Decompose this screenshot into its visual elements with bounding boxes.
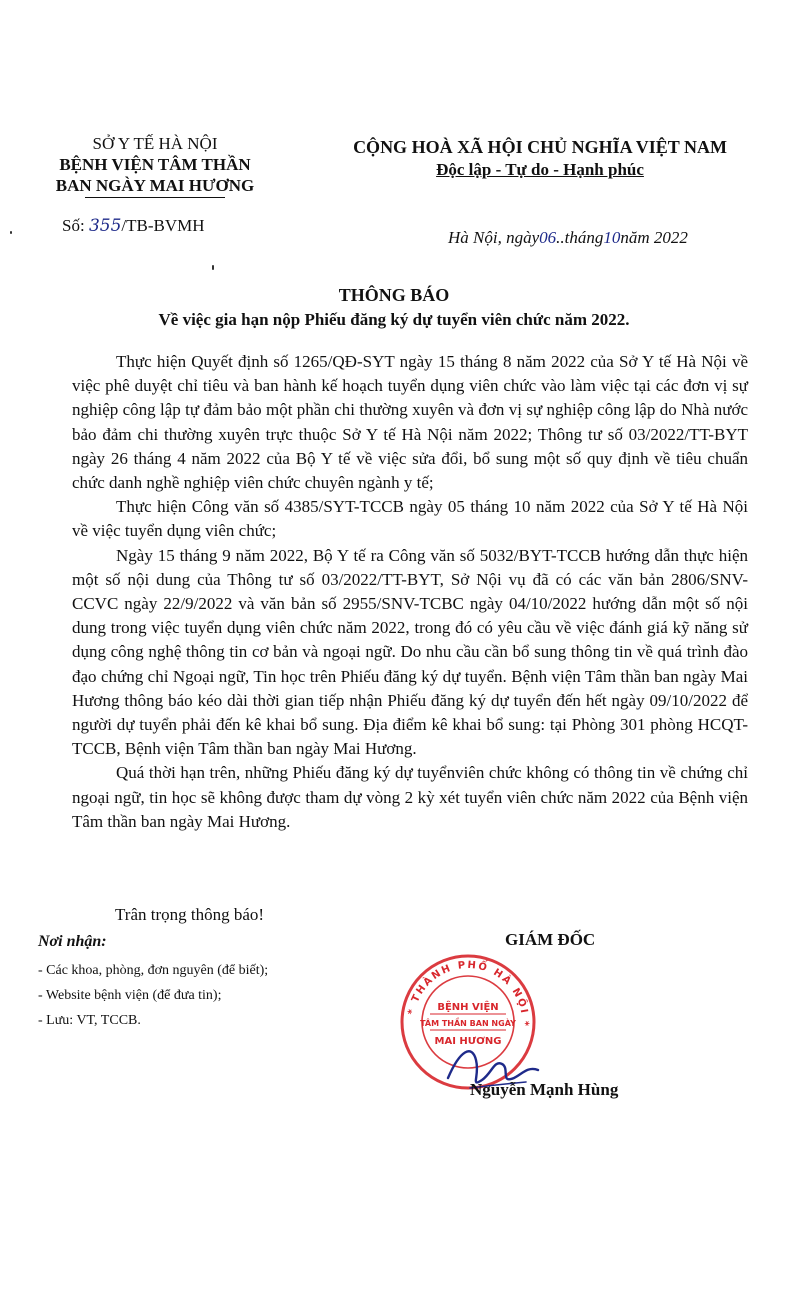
date-prefix: Hà Nội, ngày: [448, 228, 540, 247]
issuer-hospital-sub: BAN NGÀY MAI HƯƠNG: [55, 176, 255, 195]
issuer-block: [30, 133, 280, 198]
issuer-underline: [85, 197, 225, 198]
stamp-line: BỆNH VIỆN: [437, 1002, 499, 1013]
document-subtitle: Về việc gia hạn nộp Phiếu đăng ký dự tuyển viên chức năm 2022.: [158, 310, 630, 329]
body-paragraph: Quá thời hạn trên, những Phiếu đăng ký dự tuyểnviên chức không có thông tin về chứng chỉ ngoại ngữ, tin học sẽ không được tham dự vòng 2 kỳ xét tuyển viên chức năm 2022 của Bệnh viện Tâm thần ban ngày Mai Hương.: [72, 763, 748, 831]
scan-speck: [10, 231, 12, 234]
date-day-handwritten: 06: [539, 228, 557, 247]
body-paragraph: Thực hiện Quyết định số 1265/QĐ-SYT ngày 15 tháng 8 năm 2022 của Sở Y tế Hà Nội về việc phê duyệt chỉ tiêu và ban hành kế hoạch tuyển dụng viên chức vào làm việc tại các đơn vị sự nghiệp công lập tự đảm bảo một phần chi thường xuyên và đơn vị sự nghiệp công lập do Nhà nước bảo đảm chi thường xuyên trực thuộc Sở Y tế Hà Nội năm 2022; Thông tư số 03/2022/TT-BYT ngày 26 tháng 4 năm 2022 của Bộ Y tế về việc sửa đổi, bổ sung một số quy định về tiêu chuẩn chức danh nghề nghiệp viên chức chuyên ngành y tế;: [72, 352, 748, 493]
body-paragraph: Ngày 15 tháng 9 năm 2022, Bộ Y tế ra Công văn số 5032/BYT-TCCB hướng dẫn thực hiện một số nội dung của Thông tư số 03/2022/TT-BYT, Sở Nội vụ đã có các văn bản 2806/SNV-CCVC ngày 22/9/2022 và văn bản số 2955/SNV-TCBC ngày 04/10/2022 hướng dẫn một số nội dung trong việc tuyển dụng viên chức năm 2022, trong đó có yêu cầu về việc đánh giá kỹ năng sử dụng công nghệ thông tin cơ bản và ngoại ngữ. Do nhu cầu cần bổ sung thông tin về quá trình đào đạo chứng chỉ Ngoại ngữ, Tin học trên Phiếu đăng ký dự tuyển. Bệnh viện Tâm thần ban ngày Mai Hương thông báo kéo dài thời gian tiếp nhận Phiếu đăng ký dự tuyển đến hết ngày 09/10/2022 để người dự tuyển phải đến kê khai bổ sung. Địa điểm kê khai bổ sung: tại Phòng 301 phòng HCQT-TCCB, Bệnh viện Tâm thần ban ngày Mai Hương.: [72, 545, 748, 759]
scan-speck: [212, 265, 214, 270]
issue-date: [448, 228, 688, 248]
closing-line: Trân trọng thông báo!: [115, 905, 265, 924]
date-month-handwritten: 10: [603, 228, 621, 247]
stamp-ring-text: * THÀNH PHỐ HÀ NỘI *: [406, 959, 531, 1029]
document-title: THÔNG BÁO: [338, 285, 450, 305]
svg-text:* THÀNH PHỐ HÀ NỘI *: [406, 957, 530, 1028]
document-number-suffix: /TB-BVMH: [121, 216, 205, 235]
signatory-name: Nguyễn Mạnh Hùng: [470, 1080, 619, 1099]
document-number-prefix: Số:: [62, 216, 89, 235]
recipient-item: - Website bệnh viện (để đưa tin);: [38, 988, 222, 1003]
recipients-title: Nơi nhận:: [38, 933, 107, 950]
stamp-line: MAI HƯƠNG: [434, 1036, 502, 1047]
national-heading: [320, 136, 760, 182]
signatory-title: GIÁM ĐỐC: [505, 930, 596, 949]
body-paragraph: Thực hiện Công văn số 4385/SYT-TCCB ngày 05 tháng 10 năm 2022 của Sở Y tế Hà Nội về việc tuyển dụng viên chức;: [72, 497, 748, 541]
document-number-handwritten: 355: [88, 216, 122, 236]
national-motto: Độc lập - Tự do - Hạnh phúc: [436, 160, 644, 179]
recipient-item: - Các khoa, phòng, đơn nguyên (để biết);: [38, 963, 269, 978]
date-mid: ..tháng: [556, 228, 604, 247]
recipient-item: - Lưu: VT, TCCB.: [38, 1013, 141, 1028]
stamp-line: TÂM THẦN BAN NGÀY: [420, 1019, 516, 1028]
recipients-list: [38, 958, 268, 1033]
document-number: [62, 216, 205, 236]
national-title: CỘNG HOÀ XÃ HỘI CHỦ NGHĨA VIỆT NAM: [353, 137, 727, 157]
document-body: [72, 350, 748, 834]
issuer-department: SỞ Y TẾ HÀ NỘI: [92, 134, 218, 153]
issuer-hospital: BỆNH VIỆN TÂM THẦN: [59, 155, 251, 174]
date-suffix: năm 2022: [620, 228, 688, 247]
